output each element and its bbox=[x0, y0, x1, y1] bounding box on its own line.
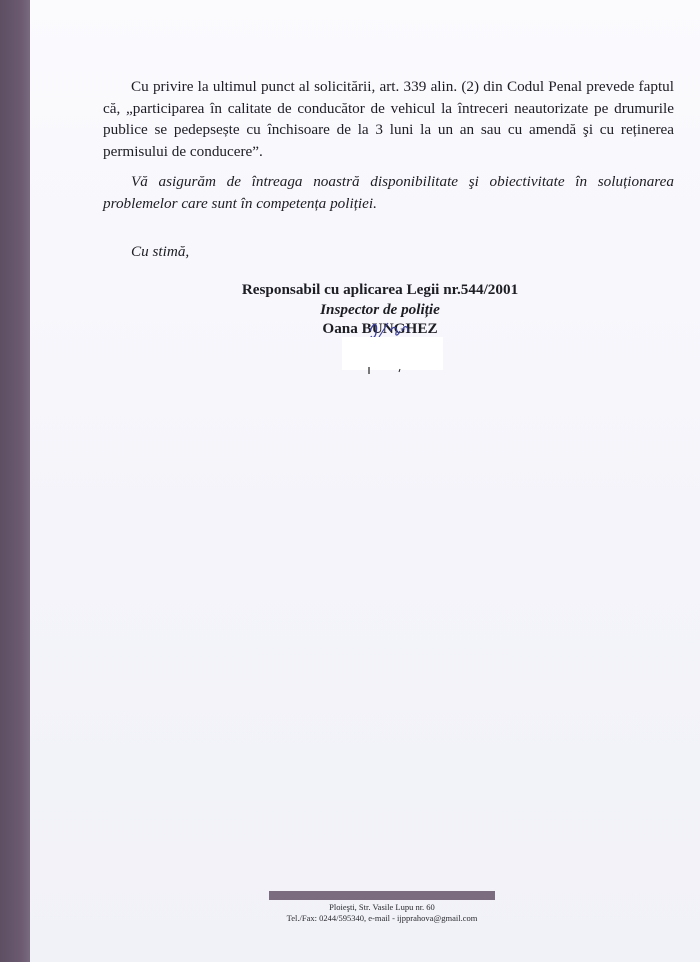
signatory-role: Inspector de poliție bbox=[320, 300, 440, 318]
signatory-name: Oana BUNGHEZ bbox=[322, 320, 438, 337]
paragraph-assurance: Vă asigurăm de întreaga noastră disponibilitate şi obiectivitate în soluționarea problemelor care sunt în competența poliției. bbox=[103, 173, 674, 212]
footer-address: Ploieşti, Str. Vasile Lupu nr. 60 bbox=[329, 902, 435, 912]
footer-contact: Tel./Fax: 0244/595340, e-mail - ijpprahova@gmail.com bbox=[286, 912, 478, 923]
stamp-marks bbox=[366, 364, 406, 376]
binding-strip bbox=[0, 0, 30, 962]
footer bbox=[240, 902, 524, 923]
signatory-title: Responsabil cu aplicarea Legii nr.544/2001 bbox=[241, 281, 519, 298]
footer-divider-bar bbox=[269, 891, 495, 900]
paragraph-penal-code: Cu privire la ultimul punct al solicitării, art. 339 alin. (2) din Codul Penal prevede faptul că, „participarea în calitate de conducător de vehicul la întreceri neautorizate pe drumurile publice se pedepsește cu închisoare de la 3 luni la un an sau cu amendă şi cu reținerea permisului de conducere”. bbox=[103, 78, 674, 160]
closing-greeting: Cu stimă, bbox=[131, 243, 190, 260]
